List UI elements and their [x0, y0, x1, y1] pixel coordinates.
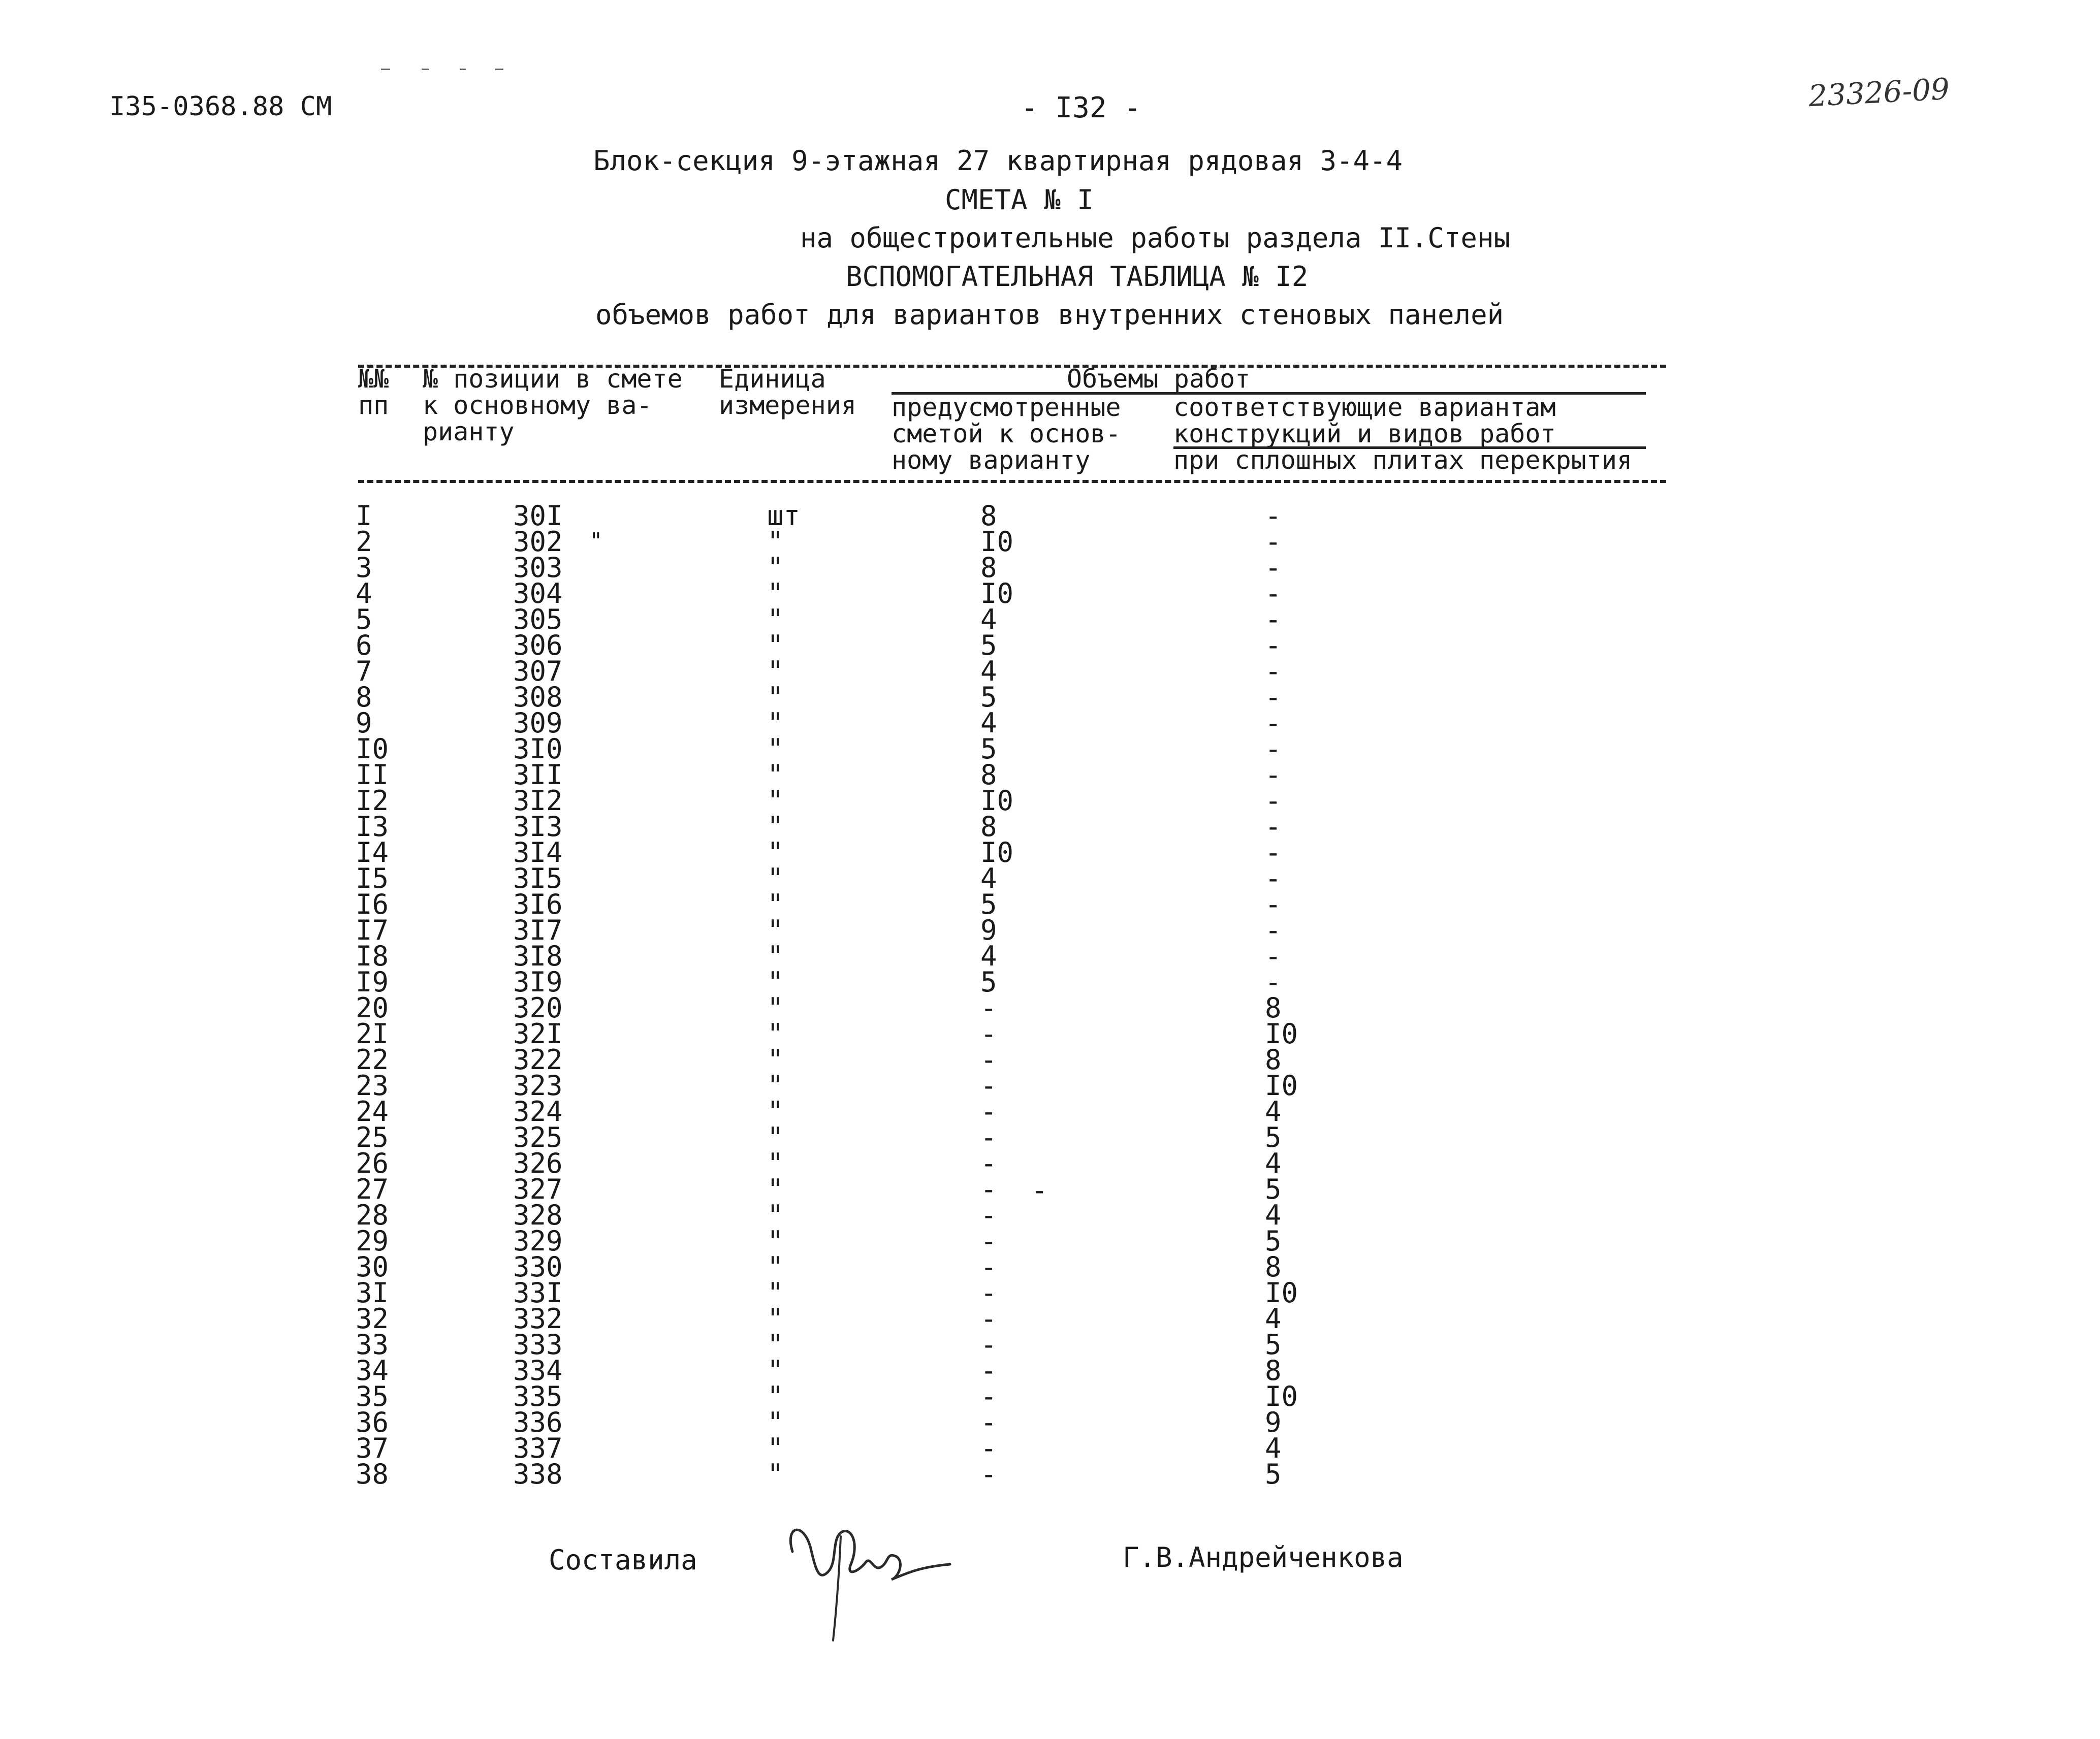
variant-volume-cell: -: [1265, 759, 1282, 791]
unit-cell: ": [767, 940, 784, 972]
position-number: 337: [513, 1432, 563, 1464]
header-volumes: Объемы работ: [1067, 364, 1251, 394]
unit-cell: ": [767, 1147, 784, 1179]
header-base: [892, 394, 1121, 473]
variant-volume-cell: I0: [1265, 1070, 1298, 1102]
unit-cell: ": [767, 966, 784, 998]
table-body: [356, 500, 1372, 1490]
position-number: 32I: [513, 1018, 563, 1050]
position-number: 3I5: [513, 862, 563, 894]
unit-cell: ": [767, 552, 784, 584]
table-row: [356, 681, 1372, 713]
scan-speck: [422, 69, 429, 70]
variant-volume-cell: 4: [1265, 1199, 1282, 1231]
header-variants: [1173, 394, 1632, 473]
position-number: 329: [513, 1225, 563, 1257]
base-volume-cell: 5: [980, 681, 997, 713]
scan-speck: [495, 69, 503, 70]
position-number: 320: [513, 992, 563, 1024]
unit-cell: ": [767, 1199, 784, 1231]
position-number: 303: [513, 552, 563, 584]
variant-volume-cell: 4: [1265, 1147, 1282, 1179]
row-number: 3: [356, 552, 372, 584]
title-line-1: Блок-секция 9-этажная 27 квартирная рядовая 3-4-4: [593, 145, 1403, 177]
variant-volume-cell: I0: [1265, 1277, 1298, 1309]
position-number: 326: [513, 1147, 563, 1179]
unit-cell: ": [767, 1406, 784, 1438]
row-number: 25: [356, 1121, 389, 1153]
variant-volume-cell: 8: [1265, 1251, 1282, 1283]
table-row: [356, 862, 1372, 894]
base-volume-cell: 8: [980, 759, 997, 791]
position-number: 309: [513, 707, 563, 739]
base-volume-cell: 8: [980, 500, 997, 532]
header-position-line: к основному ва-: [423, 391, 652, 420]
position-number: 30I: [513, 500, 563, 532]
position-number: 328: [513, 1199, 563, 1231]
position-number: 3I8: [513, 940, 563, 972]
base-volume-cell: 9: [980, 914, 997, 946]
header-position: [423, 366, 683, 445]
table-row: [356, 577, 1372, 609]
row-number: II: [356, 759, 389, 791]
stray-dash-mark: -: [1031, 1174, 1048, 1206]
table-row: [356, 1018, 1372, 1050]
position-number: 327: [513, 1173, 563, 1205]
base-volume-cell: -: [980, 1225, 997, 1257]
variant-volume-cell: -: [1265, 655, 1282, 687]
variant-volume-cell: 4: [1265, 1096, 1282, 1128]
table-row: [356, 526, 1372, 558]
title-line-3: на общестроительные работы раздела II.Стены: [800, 222, 1510, 254]
row-number: I9: [356, 966, 389, 998]
row-number: 36: [356, 1406, 389, 1438]
base-volume-cell: -: [980, 1303, 997, 1335]
base-volume-cell: 8: [980, 552, 997, 584]
header-position-line: рианту: [423, 417, 515, 446]
base-volume-cell: -: [980, 1329, 997, 1361]
row-number: 6: [356, 629, 372, 661]
variant-volume-cell: -: [1265, 785, 1282, 817]
row-number: 4: [356, 577, 372, 609]
signature-graphic: [782, 1516, 965, 1648]
position-number: 307: [513, 655, 563, 687]
base-volume-cell: -: [980, 1096, 997, 1128]
row-number: 35: [356, 1380, 389, 1412]
table-row: [356, 1121, 1372, 1153]
position-number: 330: [513, 1251, 563, 1283]
row-number: 26: [356, 1147, 389, 1179]
unit-cell: ": [767, 811, 784, 843]
base-volume-cell: -: [980, 1199, 997, 1231]
unit-cell: ": [767, 1355, 784, 1387]
row-number: 7: [356, 655, 372, 687]
table-row: [356, 1070, 1372, 1102]
position-number: 334: [513, 1355, 563, 1387]
header-unit: [719, 366, 856, 418]
table-row: [356, 1225, 1372, 1257]
header-base-line: предусмотренные: [892, 393, 1121, 422]
row-number: I2: [356, 785, 389, 817]
table-row: [356, 603, 1372, 635]
variant-volume-cell: 5: [1265, 1121, 1282, 1153]
base-volume-cell: -: [980, 1251, 997, 1283]
variant-volume-cell: I0: [1265, 1018, 1298, 1050]
base-volume-cell: 5: [980, 629, 997, 661]
title-line-5: объемов работ для вариантов внутренних стеновых панелей: [595, 299, 1504, 331]
base-volume-cell: I0: [980, 577, 1014, 609]
base-volume-cell: 5: [980, 966, 997, 998]
position-number: 33I: [513, 1277, 563, 1309]
position-number: 304: [513, 577, 563, 609]
position-number: 3I4: [513, 836, 563, 868]
base-volume-cell: I0: [980, 785, 1014, 817]
unit-cell: ": [767, 1173, 784, 1205]
position-number: 323: [513, 1070, 563, 1102]
base-volume-cell: -: [980, 1147, 997, 1179]
row-number: 2: [356, 526, 372, 558]
variant-volume-cell: -: [1265, 862, 1282, 894]
table-row: [356, 811, 1372, 843]
table-row: [356, 655, 1372, 687]
position-number: 3II: [513, 759, 563, 791]
base-volume-cell: 8: [980, 811, 997, 843]
position-number: 335: [513, 1380, 563, 1412]
table-row: [356, 759, 1372, 791]
unit-cell: ": [767, 1303, 784, 1335]
base-volume-cell: -: [980, 1070, 997, 1102]
unit-cell: ": [767, 629, 784, 661]
header-variants-line: при сплошных плитах перекрытия: [1173, 445, 1633, 475]
row-number: 5: [356, 603, 372, 635]
header-unit-line: Единица: [719, 364, 826, 394]
variant-volume-cell: 4: [1265, 1432, 1282, 1464]
table-row: [356, 836, 1372, 868]
variant-volume-cell: 5: [1265, 1173, 1282, 1205]
base-volume-cell: -: [980, 1355, 997, 1387]
table-row: [356, 1251, 1372, 1283]
scan-speck: [381, 69, 390, 70]
row-number: I7: [356, 914, 389, 946]
table-row: [356, 940, 1372, 972]
position-number: 325: [513, 1121, 563, 1153]
unit-cell: ": [767, 681, 784, 713]
row-number: 20: [356, 992, 389, 1024]
table-row: [356, 1173, 1372, 1205]
unit-cell: ": [767, 1044, 784, 1076]
base-volume-cell: -: [980, 1044, 997, 1076]
variant-volume-cell: -: [1265, 914, 1282, 946]
table-row: [356, 1044, 1372, 1076]
base-volume-cell: I0: [980, 836, 1014, 868]
table-row: [356, 1458, 1372, 1490]
base-volume-cell: -: [980, 1432, 997, 1464]
unit-cell: ": [767, 1018, 784, 1050]
row-number: 23: [356, 1070, 389, 1102]
unit-cell: ": [767, 759, 784, 791]
unit-cell: ": [767, 785, 784, 817]
base-volume-cell: 4: [980, 707, 997, 739]
unit-cell: ": [767, 1251, 784, 1283]
variant-volume-cell: -: [1265, 500, 1282, 532]
base-volume-cell: -: [980, 1173, 997, 1205]
unit-cell: ": [767, 1380, 784, 1412]
row-number: 22: [356, 1044, 389, 1076]
base-volume-cell: -: [980, 1380, 997, 1412]
row-number: I5: [356, 862, 389, 894]
unit-cell: ": [767, 1225, 784, 1257]
variant-volume-cell: -: [1265, 707, 1282, 739]
unit-cell: ": [767, 992, 784, 1024]
base-volume-cell: -: [980, 1277, 997, 1309]
compiled-label: Составила: [549, 1544, 697, 1576]
unit-cell: ": [767, 914, 784, 946]
base-volume-cell: -: [980, 1406, 997, 1438]
position-number: 333: [513, 1329, 563, 1361]
page-number: - I32 -: [1021, 91, 1141, 124]
table-row: [356, 1329, 1372, 1361]
variant-volume-cell: -: [1265, 526, 1282, 558]
position-number: 324: [513, 1096, 563, 1128]
position-number: 322: [513, 1044, 563, 1076]
header-base-line: сметой к основ-: [892, 419, 1121, 448]
unit-cell: ": [767, 1432, 784, 1464]
base-volume-cell: 4: [980, 940, 997, 972]
table-row: [356, 1199, 1372, 1231]
header-unit-line: измерения: [719, 391, 856, 420]
row-number: I4: [356, 836, 389, 868]
variant-volume-cell: -: [1265, 733, 1282, 765]
base-volume-cell: I0: [980, 526, 1014, 558]
row-number: 30: [356, 1251, 389, 1283]
variant-volume-cell: 8: [1265, 1044, 1282, 1076]
table-row: [356, 966, 1372, 998]
unit-cell: ": [767, 836, 784, 868]
variant-volume-cell: -: [1265, 940, 1282, 972]
row-number: I3: [356, 811, 389, 843]
unit-cell: ": [767, 1458, 784, 1490]
variant-volume-cell: 9: [1265, 1406, 1282, 1438]
variant-volume-cell: 5: [1265, 1329, 1282, 1361]
table-row: [356, 992, 1372, 1024]
position-number: 308: [513, 681, 563, 713]
unit-cell: ": [767, 1096, 784, 1128]
variant-volume-cell: -: [1265, 629, 1282, 661]
table-row: [356, 1277, 1372, 1309]
row-number: 32: [356, 1303, 389, 1335]
scan-speck: [460, 69, 466, 70]
variant-volume-cell: -: [1265, 577, 1282, 609]
unit-cell: ": [767, 577, 784, 609]
position-number: 3I0: [513, 733, 563, 765]
table-row: [356, 914, 1372, 946]
position-number: 332: [513, 1303, 563, 1335]
header-variants-line: соответствующие вариантам: [1173, 393, 1556, 422]
header-base-line: ному варианту: [892, 445, 1091, 475]
unit-cell: ": [767, 862, 784, 894]
row-number: I: [356, 500, 372, 532]
variant-volume-cell: 8: [1265, 992, 1282, 1024]
position-number: 3I6: [513, 888, 563, 920]
table-row: [356, 888, 1372, 920]
header-num: [358, 366, 389, 418]
unit-cell: ": [767, 603, 784, 635]
unit-cell: ": [767, 1070, 784, 1102]
variant-volume-cell: -: [1265, 966, 1282, 998]
header-bottom-dashes: [358, 480, 1666, 483]
unit-cell: ": [767, 707, 784, 739]
base-volume-cell: -: [980, 1018, 997, 1050]
variant-volume-cell: 5: [1265, 1458, 1282, 1490]
variant-volume-cell: -: [1265, 603, 1282, 635]
table-row: [356, 500, 1372, 532]
signer-name: Г.В.Андрейченкова: [1123, 1541, 1404, 1573]
position-number: 336: [513, 1406, 563, 1438]
position-number: 306: [513, 629, 563, 661]
table-row: [356, 1355, 1372, 1387]
unit-cell: ": [767, 655, 784, 687]
table-row: [356, 785, 1372, 817]
position-number: 3I3: [513, 811, 563, 843]
base-volume-cell: 4: [980, 862, 997, 894]
row-number: I0: [356, 733, 389, 765]
unit-cell: ": [767, 888, 784, 920]
row-number: 24: [356, 1096, 389, 1128]
table-row: [356, 1096, 1372, 1128]
row-number: 29: [356, 1225, 389, 1257]
unit-cell: ": [767, 733, 784, 765]
variant-volume-cell: -: [1265, 811, 1282, 843]
table-row: [356, 1432, 1372, 1464]
variant-volume-cell: I0: [1265, 1380, 1298, 1412]
base-volume-cell: -: [980, 992, 997, 1024]
base-volume-cell: 5: [980, 888, 997, 920]
row-number: I6: [356, 888, 389, 920]
variant-volume-cell: 8: [1265, 1355, 1282, 1387]
row-number: 3I: [356, 1277, 389, 1309]
position-number: 3I2: [513, 785, 563, 817]
unit-cell: ": [767, 1329, 784, 1361]
table-row: [356, 1303, 1372, 1335]
unit-cell: ": [767, 526, 784, 558]
row-number: 27: [356, 1173, 389, 1205]
position-number: 3I9: [513, 966, 563, 998]
base-volume-cell: 4: [980, 655, 997, 687]
header-num-line: №№: [358, 364, 389, 394]
title-line-2: СМЕТА № I: [945, 184, 1094, 216]
variant-volume-cell: -: [1265, 888, 1282, 920]
row-number: 33: [356, 1329, 389, 1361]
table-row: [356, 1147, 1372, 1179]
row-number: 8: [356, 681, 372, 713]
row-number: 34: [356, 1355, 389, 1387]
variant-volume-cell: -: [1265, 681, 1282, 713]
variant-volume-cell: -: [1265, 836, 1282, 868]
unit-cell: ": [767, 1277, 784, 1309]
base-volume-cell: -: [980, 1458, 997, 1490]
table-row: [356, 552, 1372, 584]
table-row: [356, 629, 1372, 661]
title-line-4: ВСПОМОГАТЕЛЬНАЯ ТАБЛИЦА № I2: [846, 261, 1309, 293]
doc-code: I35-0368.88 СМ: [109, 91, 332, 122]
variant-volume-cell: 5: [1265, 1225, 1282, 1257]
archive-number: 23326-09: [1807, 71, 1951, 114]
variant-volume-cell: -: [1265, 552, 1282, 584]
base-volume-cell: 5: [980, 733, 997, 765]
base-volume-cell: -: [980, 1121, 997, 1153]
row-number: 2I: [356, 1018, 389, 1050]
position-number: 302: [513, 526, 563, 558]
base-volume-cell: 4: [980, 603, 997, 635]
position-number: 338: [513, 1458, 563, 1490]
position-number: 305: [513, 603, 563, 635]
variant-volume-cell: 4: [1265, 1303, 1282, 1335]
row-number: 38: [356, 1458, 389, 1490]
stray-ditto-mark: ": [589, 528, 603, 554]
table-row: [356, 1380, 1372, 1412]
header-variants-line: конструкций и видов работ: [1173, 419, 1556, 448]
header-num-line: пп: [358, 391, 389, 420]
unit-cell: ": [767, 1121, 784, 1153]
row-number: 37: [356, 1432, 389, 1464]
header-variants-rule: [1173, 446, 1646, 449]
table-row: [356, 733, 1372, 765]
row-number: I8: [356, 940, 389, 972]
position-number: 3I7: [513, 914, 563, 946]
table-row: [356, 1406, 1372, 1438]
table-row: [356, 707, 1372, 739]
header-position-line: № позиции в смете: [423, 364, 683, 394]
row-number: 9: [356, 707, 372, 739]
unit-cell: шт: [767, 500, 801, 532]
row-number: 28: [356, 1199, 389, 1231]
